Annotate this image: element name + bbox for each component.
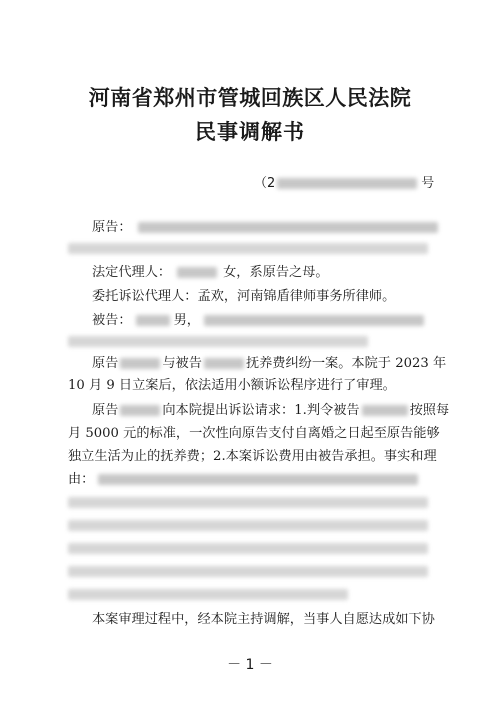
case-number-suffix: 号 — [421, 176, 435, 191]
paragraph-2-line-4 — [68, 471, 418, 489]
redacted-legal-rep-name — [177, 267, 217, 278]
legal-rep-text: 女，系原告之母。 — [223, 265, 329, 280]
redacted-block-1 — [68, 494, 428, 512]
p2-text-reason: 由： — [68, 472, 95, 487]
redacted-reason-2 — [68, 497, 428, 508]
plaintiff-label: 原告： — [92, 220, 132, 235]
redacted-plaintiff-name-2 — [120, 405, 160, 416]
paragraph-3-line-1: 本案审理过程中，经本院主持调解，当事人自愿达成如下协 — [92, 612, 435, 627]
redacted-defendant-info-2 — [68, 336, 368, 347]
redacted-plaintiff-info — [138, 222, 438, 233]
redacted-block-3 — [68, 540, 428, 558]
redacted-reason-1 — [98, 474, 418, 485]
p2-text-c: 按照每 — [409, 403, 450, 418]
paragraph-1-line-2: 10 月 9 日立案后，依法适用小额诉讼程序进行了审理。 — [68, 378, 396, 393]
legal-rep-line — [92, 264, 329, 282]
paragraph-1-line-1 — [92, 355, 446, 373]
redacted-defendant-info — [204, 315, 424, 326]
redacted-case-number — [277, 178, 417, 189]
redacted-plaintiff-name — [120, 358, 160, 369]
redacted-block-2 — [68, 517, 428, 535]
case-number — [254, 172, 434, 191]
redacted-reason-3 — [68, 520, 428, 531]
p2-text-a: 原告 — [92, 403, 119, 418]
document-type: 民事调解书 — [195, 119, 305, 144]
paragraph-2-line-3: 独立生活为止的抚养费；2.本案诉讼费用由被告承担。事实和理 — [68, 449, 437, 464]
court-name: 河南省郑州市管城回族区人民法院 — [88, 85, 412, 110]
agent-line: 委托诉讼代理人：孟欢，河南锦盾律师事务所律师。 — [92, 289, 396, 304]
p2-text-b: 向本院提出诉讼请求：1.判令被告 — [162, 403, 360, 418]
page-number: － 1 － — [227, 657, 273, 673]
paragraph-2-line-1 — [92, 402, 449, 420]
redacted-reason-5 — [68, 566, 428, 577]
redacted-block-5 — [68, 586, 348, 604]
plaintiff-line — [92, 219, 438, 237]
defendant-line — [92, 312, 424, 330]
legal-rep-label: 法定代理人： — [92, 265, 172, 280]
case-number-prefix: （2 — [254, 176, 276, 191]
plaintiff-line-cont — [68, 240, 428, 258]
redacted-reason-6 — [68, 589, 348, 600]
defendant-label: 被告： — [92, 313, 132, 328]
redacted-defendant-name-2 — [204, 358, 244, 369]
p1-text-a: 原告 — [92, 356, 119, 371]
redacted-defendant-name-3 — [362, 405, 408, 416]
defendant-gender: 男， — [173, 313, 200, 328]
redacted-plaintiff-info-2 — [68, 243, 428, 254]
p1-text-b: 与被告 — [162, 356, 202, 371]
defendant-line-cont — [68, 333, 368, 351]
redacted-block-4 — [68, 563, 428, 581]
redacted-reason-4 — [68, 543, 428, 554]
redacted-defendant-name — [136, 315, 170, 326]
paragraph-2-line-2: 月 5000 元的标准，一次性向原告支付自离婚之日起至原告能够 — [68, 426, 440, 441]
p1-text-c: 抚养费纠纷一案。本院于 2023 年 — [245, 356, 447, 371]
